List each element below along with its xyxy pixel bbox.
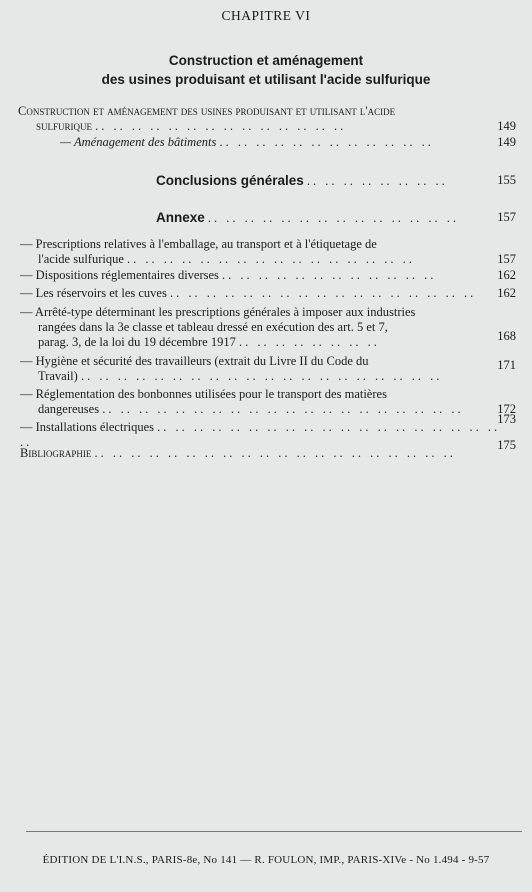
leader-dots: .. .. .. .. .. .. .. .. .. .. .. .. .. .. [95,119,347,133]
toc-entry-amenagement[interactable] [20,135,516,150]
toc-entry-text-line-1: — Réglementation des bonbonnes utilisées pour le transport des matières [20,387,387,401]
toc-entry-bibliographie[interactable] [20,438,516,461]
chapter-title-line-1: Construction et aménagement [168,53,364,68]
toc-entry-text-line-1: — Arrêté-type déterminant les prescriptions générales à imposer aux industries [20,305,416,319]
toc-entry-prescriptions[interactable] [20,237,516,267]
leader-dots: .. .. .. .. .. .. .. .. .. .. .. .. .. .. .. .. .. .. .. .. [20,420,501,449]
toc-page-number: 175 [497,438,516,452]
toc-page-number: 157 [497,210,516,224]
toc-entry-text: Annexe [156,210,205,225]
toc-entry-arrete-type[interactable] [20,305,516,350]
toc-page-number: 162 [497,268,516,282]
toc-entry-text-line-1: — Hygiène et sécurité des travailleurs (extrait du Livre II du Code du [20,354,369,368]
toc-entry-dispositions[interactable] [20,268,516,283]
toc-page-number: 173 [497,412,516,426]
toc-entry-text: Conclusions générales [156,173,304,188]
toc-page-number: 171 [497,358,516,372]
toc-entry-conclusions[interactable] [20,173,516,189]
toc-page-number: 172 [497,402,516,416]
toc-entry-reservoirs[interactable] [20,286,516,301]
leader-dots: .. .. .. .. .. .. .. .. .. .. .. .. .. .. .. .. .. .. .. .. [102,402,464,416]
leader-dots: .. .. .. .. .. .. .. .. .. .. .. .. .. .. [207,211,460,225]
toc-page-number: 155 [497,173,516,187]
toc-page-number: 149 [497,135,516,149]
toc-entry-text-line-2: l'acide sulfurique [38,252,124,266]
toc-entry-text-line-1: — Prescriptions relatives à l'emballage, au transport et à l'étiquetage de [20,237,377,251]
toc-entry-text: — Installations électriques [20,420,154,434]
toc-entry-text-line-2: sulfurique [36,119,93,133]
toc-entry-text-line-2: Travail) [38,369,78,383]
toc-entry-text: — Dispositions réglementaires diverses [20,268,219,282]
toc-entry-text: — Aménagement des bâtiments [60,135,217,149]
leader-dots: .. .. .. .. .. .. .. .. [238,335,380,349]
leader-dots: .. .. .. .. .. .. .. .. .. .. .. .. .. .. .. .. .. .. .. .. [80,369,443,383]
toc-page-number: 168 [497,329,516,343]
footer-divider [26,831,522,832]
leader-dots: .. .. .. .. .. .. .. .. .. .. .. .. [219,135,434,149]
toc-entry-bonbonnes[interactable] [20,387,516,417]
leader-dots: .. .. .. .. .. .. .. .. [306,174,448,188]
leader-dots: .. .. .. .. .. .. .. .. .. .. .. .. .. .. .. .. .. .. .. .. [94,446,456,460]
toc-entry-text: Bibliographie [20,446,92,460]
toc-entry-text-line-2: dangereuses [38,402,100,416]
toc-page-number: 149 [497,119,516,133]
chapter-number: CHAPITRE VI [221,8,311,23]
toc-entry-text-line-1: Construction et aménagement des usines produisant et utilisant l'acide [18,104,396,118]
toc-entry-text-line-3: parag. 3, de la loi du 19 décembre 1917 [38,335,236,349]
toc-entry-text: — Les réservoirs et les cuves [20,286,167,300]
toc-entry-text-line-2: rangées dans la 3e classe et tableau dressé en exécution des art. 5 et 7, [38,320,388,334]
imprint-footer: ÉDITION DE L'I.N.S., PARIS-8e, No 141 — R. FOULON, IMP., PARIS-XIVe - No 1.494 - 9-57 [42,854,490,866]
chapter-title-line-2: des usines produisant et utilisant l'acide sulfurique [101,72,431,87]
leader-dots: .. .. .. .. .. .. .. .. .. .. .. .. .. .. .. .. .. [169,286,477,300]
toc-page-number: 157 [497,252,516,266]
toc-entry-construction[interactable] [18,104,516,134]
toc-entry-annexe[interactable] [20,210,516,226]
toc-page-number: 162 [497,286,516,300]
toc-entry-hygiene[interactable] [20,354,516,384]
leader-dots: .. .. .. .. .. .. .. .. .. .. .. .. [222,268,437,282]
leader-dots: .. .. .. .. .. .. .. .. .. .. .. .. .. .. .. .. [127,252,415,266]
